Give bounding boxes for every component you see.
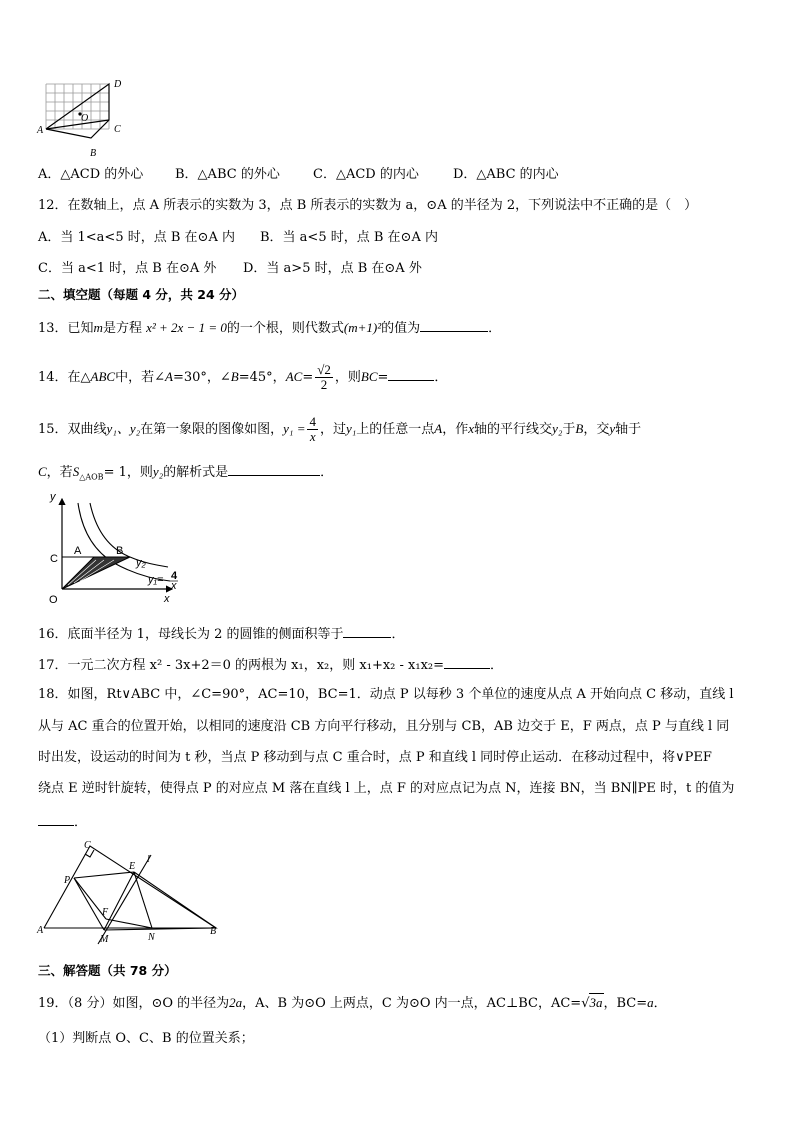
q15-y1: y₁ [345,421,357,436]
q14-eq: = [302,370,314,385]
q15-text-post2: 上的任意一点 [356,422,435,437]
q11-options [38,166,559,184]
q15-answer-blank[interactable] [228,462,320,476]
q19-stem [38,993,667,1013]
label-d: D [114,79,122,90]
q13-text-mid2: 的一个根，则代数式 [226,321,344,336]
label-den: x [171,580,177,592]
label-y: y [50,491,56,503]
label-b: B [90,148,97,159]
q13-expression: (m+1)² [343,320,382,335]
label-c: C [84,840,91,851]
q14-fraction [315,363,333,392]
q15-text-post3: ，作 [442,422,469,437]
q15-figure [44,491,190,609]
q12-option-b[interactable]: B．当 a<5 时，点 B 在⊙A 内 [260,230,438,245]
q15-fraction [307,415,318,444]
q15-a: A [434,421,443,436]
q13-text-post: 的值为 [381,321,421,336]
q15-text-post4: 轴的平行线交 [474,422,553,437]
q18-line2: 从与 AC 重合的位置开始，以相同的速度沿 CB 方向平行移动，且分别与 CB，AB 边交于 E，F 两点，点 P 与直线 l 同 [38,719,730,734]
q18-text-end: ． [74,815,88,830]
label-p: P [64,875,71,886]
label-x: x [164,593,170,605]
q12-option-d[interactable]: D．当 a>5 时，点 B 在⊙A 外 [243,261,422,276]
q18-line4: 绕点 E 逆时针旋转，使得点 P 的对应点 M 落在直线 l 上，点 F 的对应点记为点 N，连接 BN，当 BN∥PE 时，t 的值为 [38,781,735,796]
q18-line5 [38,812,87,832]
q11-figure [34,78,134,160]
label-num: 4 [171,570,178,582]
label-b: B [116,545,124,557]
q19-text-end: ． [653,996,667,1011]
q15-text-post5: 于 [562,422,576,437]
q17 [38,655,503,675]
label-e: E [129,861,136,872]
q14-text-mid3: =45°， [238,370,286,385]
q15-text-pre: 15．双曲线 [38,422,107,437]
q12-option-c[interactable]: C．当 a<1 时，点 B 在⊙A 外 [38,261,217,276]
q14 [38,360,447,395]
q15-s: S [72,464,80,479]
q14-bc: BC [360,369,378,384]
q19-text-mid2: ，BC= [603,996,648,1011]
q19-text-pre: 19．（8 分）如图，⊙O 的半径为 [38,996,230,1011]
q15-text-mid: 在第一象限的图像如图， [140,422,284,437]
q11-option-c[interactable]: C．△ACD 的内心 [313,167,419,182]
q16-text: 16．底面半径为 1，母线长为 2 的圆锥的侧面积等于 [38,627,344,642]
label-a: A [37,125,44,136]
q19-sub1: （1）判断点 O、C、B 的位置关系； [38,1031,254,1046]
q15-text-2end: ． [320,465,334,480]
q13-var-m: m [93,320,103,335]
label-a: A [74,545,82,557]
q15-text-2a: ，若 [46,465,73,480]
q12-options-row1 [38,229,438,247]
q15-s-sub: △AOB [79,472,104,482]
label-y2: y₂ [136,557,146,569]
q15-y: y [609,421,616,436]
q15-b: B [575,421,584,436]
q14-text-mid: 中，若∠ [115,370,166,385]
label-l: l [147,854,150,865]
label-a: A [37,925,44,936]
q19-root: 3a [589,995,603,1010]
q13-equation: x² + 2x − 1 = 0 [146,320,227,335]
q14-answer-blank[interactable] [388,367,434,381]
q13-text-mid: 是方程 [102,321,142,336]
q15-line1 [38,412,641,447]
q13-text-end: ． [488,321,502,336]
q15-fraction-num: 4 [309,414,316,429]
q14-text-post: = [377,370,389,385]
q15-text-post: ，过 [319,422,346,437]
q14-angle-a: A [165,369,173,384]
q16-text-end: ． [391,627,405,642]
q11-option-a[interactable]: A．△ACD 的外心 [38,167,144,182]
q15-text-2b: = 1，则 [103,465,153,480]
q11-option-b[interactable]: B．△ABC 的外心 [175,167,280,182]
q15-line2 [38,462,333,487]
q15-text-post6: ，交 [583,422,610,437]
q17-answer-blank[interactable] [444,655,490,669]
q18-line3: 时出发，设运动的时间为 t 秒，当点 P 移动到与点 C 重合时，点 P 和直线 l 同时停止运动．在移动过程中，将∨PEF [38,750,712,765]
q14-angle-b: B [230,369,239,384]
q15-fraction-den: x [309,429,316,444]
section-3-heading: 三、解答题（共 78 分） [38,963,177,978]
q17-text: 17．一元二次方程 x² - 3x+2＝0 的两根为 x₁，x₂，则 x₁+x₂ - x₁x₂= [38,658,445,673]
q18-answer-blank[interactable] [38,812,74,826]
segment-pe [74,872,134,878]
q19-sqrt: √3a [581,995,603,1011]
segment-fn [106,919,152,928]
triangle-acb [44,846,216,928]
segment-eb [134,872,216,928]
q15-y2-2: y₂ [152,464,164,479]
label-y1-eq: y₁= [148,574,164,586]
section-2-heading: 二、填空题（每题 4 分，共 24 分） [38,287,245,302]
q14-text-end: ． [434,370,448,385]
q17-text-end: ． [490,658,504,673]
q15-y1-eq: y₁ = [283,421,306,436]
segment-pm [74,878,104,930]
q19-a: a [647,995,654,1010]
q18-line1: 18．如图，Rt∨ABC 中，∠C=90°，AC=10，BC=1．动点 P 以每秒 3 个单位的速度从点 A 开始向点 C 移动，直线 l [38,687,734,702]
q16 [38,624,405,644]
label-b: B [210,926,217,937]
label-o: O [49,594,58,606]
q14-text-pre: 14．在△ [38,370,91,385]
q15-x: x [468,421,475,436]
q12-option-a[interactable]: A．当 1<a<5 时，点 B 在⊙A 内 [38,230,235,245]
q13 [38,318,501,338]
q15-c: C [38,464,47,479]
label-o: O [81,113,89,124]
q14-fraction-den: 2 [320,377,328,392]
label-c: C [114,124,121,135]
label-m: M [100,934,109,945]
label-c: C [50,553,58,565]
q12-stem: 12．在数轴上，点 A 所表示的实数为 3，点 B 所表示的实数为 a，⊙A 的半径为 2，下列说法中不正确的是（ ） [38,198,698,213]
q18-figure [34,840,224,948]
q15-text-post7: 轴于 [615,422,642,437]
triangle-aob [62,557,130,589]
q19-radius: 2a [229,995,243,1010]
q14-abc: ABC [90,369,116,384]
q13-answer-blank[interactable] [420,318,488,332]
q15-text-2c: 的解析式是 [163,465,229,480]
q19-text-mid: ，A、B 为⊙O 上两点，C 为⊙O 内一点，AC⊥BC，AC= [242,996,582,1011]
q13-text-pre: 13．已知 [38,321,94,336]
q14-text-mid4: ，则 [334,370,361,385]
q12-options-row2 [38,260,422,278]
q14-text-mid2: =30°，∠ [172,370,231,385]
q15-y2: y₂ [552,421,563,436]
q11-option-d[interactable]: D．△ABC 的内心 [453,167,559,182]
label-n: N [148,932,155,943]
label-f: F [102,907,109,918]
q16-answer-blank[interactable] [343,624,391,638]
q14-fraction-num: √2 [317,362,331,377]
q15-y1y2: y₁、y₂ [106,421,141,436]
q14-ac: AC [285,369,303,384]
